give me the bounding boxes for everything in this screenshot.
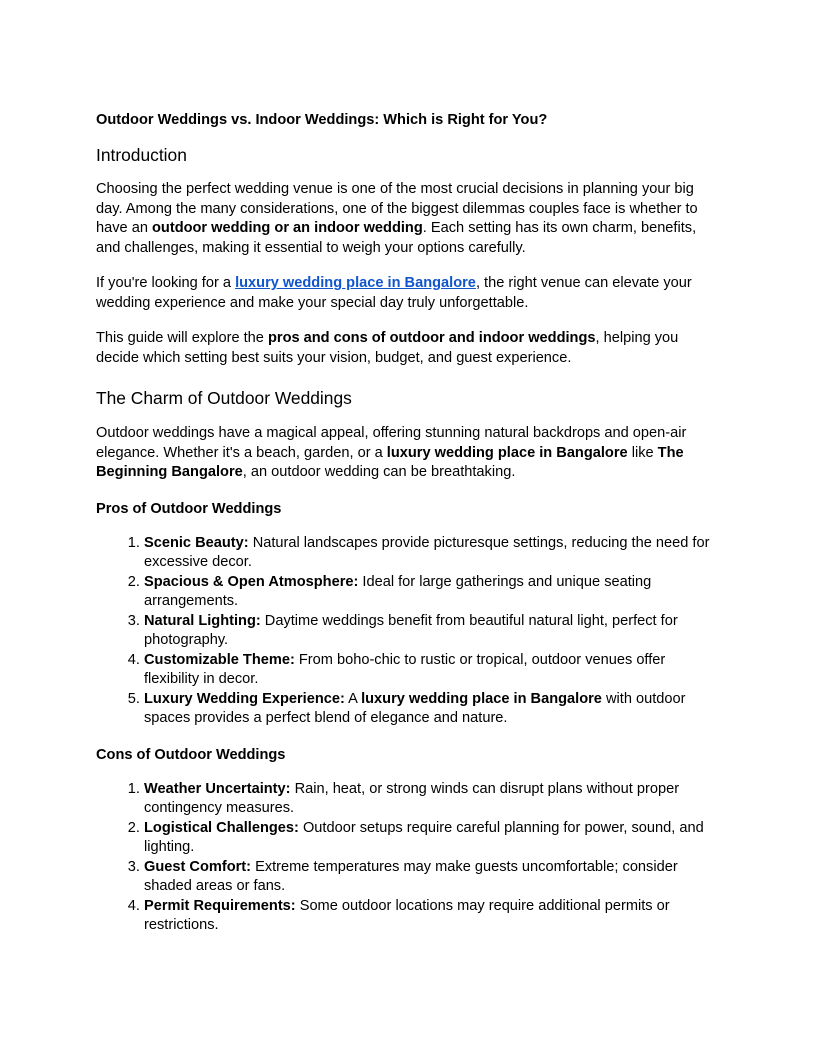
intro-paragraph-3 — [96, 329, 720, 368]
item-text: Extreme temperatures may make guests uncomfortable; consider shaded areas or fans. — [144, 858, 678, 894]
item-label: Spacious & Open Atmosphere: — [144, 573, 359, 590]
item-label: Luxury Wedding Experience: — [144, 690, 345, 707]
item-text: Ideal for large gatherings and unique seating arrangements. — [144, 573, 652, 609]
item-text: Daytime weddings benefit from beautiful natural light, perfect for photography. — [144, 612, 678, 648]
item-label: Customizable Theme: — [144, 651, 295, 668]
list-item — [144, 690, 720, 729]
text-run: , helping you decide which setting best suits your vision, budget, and guest experience. — [96, 330, 679, 366]
item-label: Permit Requirements: — [144, 897, 296, 914]
item-label: Natural Lighting: — [144, 612, 261, 629]
list-item — [144, 780, 720, 819]
intro-paragraph-2 — [96, 274, 720, 313]
item-label: Scenic Beauty: — [144, 534, 249, 551]
item-text: From boho-chic to rustic or tropical, outdoor venues offer flexibility in decor. — [144, 651, 666, 687]
text-run: Outdoor weddings have a magical appeal, offering stunning natural backdrops and open-air elegance. Whether it's a beach, garden, or a — [96, 425, 687, 461]
intro-paragraph-1 — [96, 180, 720, 258]
item-text: Outdoor setups require careful planning for power, sound, and lighting. — [144, 819, 704, 855]
item-label: Logistical Challenges: — [144, 819, 299, 836]
text-run: like — [627, 444, 658, 461]
text-run: If you're looking for a — [96, 275, 236, 291]
list-item — [144, 651, 720, 690]
item-label: Weather Uncertainty: — [144, 780, 291, 797]
text-run: , an outdoor wedding can be breathtaking. — [242, 464, 516, 480]
bold-run: outdoor wedding or an indoor wedding — [152, 220, 423, 236]
text-run: This guide will explore the — [96, 330, 268, 346]
item-label: Guest Comfort: — [144, 858, 252, 875]
list-item — [144, 573, 720, 612]
bold-run: The Beginning Bangalore — [96, 444, 684, 480]
bold-run: luxury wedding place in Bangalore — [361, 690, 602, 707]
list-item — [144, 897, 720, 936]
text-run: . Each setting has its own charm, benefits, and challenges, making it essential to weigh your options carefully. — [96, 220, 697, 256]
outdoor-paragraph-1 — [96, 424, 720, 483]
subheading-pros: Pros of Outdoor Weddings — [96, 500, 282, 517]
subheading-cons: Cons of Outdoor Weddings — [96, 746, 286, 763]
luxury-wedding-place-link[interactable]: luxury wedding place in Bangalore — [235, 275, 476, 291]
text-run: Choosing the perfect wedding venue is one of the most crucial decisions in planning your big day. Among the many considerations, one of the biggest dilemmas couples face is whether to have an — [96, 181, 698, 236]
bold-run: pros and cons of outdoor and indoor weddings — [267, 330, 596, 346]
pros-list — [96, 534, 720, 729]
item-text: A — [344, 690, 362, 707]
item-text: with outdoor spaces provides a perfect blend of elegance and nature. — [144, 690, 686, 726]
item-text: Natural landscapes provide picturesque settings, reducing the need for excessive decor. — [144, 534, 710, 570]
cons-list — [96, 780, 720, 936]
document-title: Outdoor Weddings vs. Indoor Weddings: Which is Right for You? — [96, 112, 548, 128]
list-item — [144, 819, 720, 858]
list-item — [144, 612, 720, 651]
list-item — [144, 858, 720, 897]
text-run: , the right venue can elevate your wedding experience and make your special day truly unforgettable. — [96, 275, 692, 311]
heading-outdoor-charm: The Charm of Outdoor Weddings — [96, 388, 352, 408]
item-text: Rain, heat, or strong winds can disrupt plans without proper contingency measures. — [144, 780, 680, 816]
heading-introduction: Introduction — [96, 145, 187, 165]
item-text: Some outdoor locations may require additional permits or restrictions. — [144, 897, 670, 933]
list-item — [144, 534, 720, 573]
bold-run: luxury wedding place in Bangalore — [386, 444, 628, 461]
document-body — [96, 110, 720, 936]
